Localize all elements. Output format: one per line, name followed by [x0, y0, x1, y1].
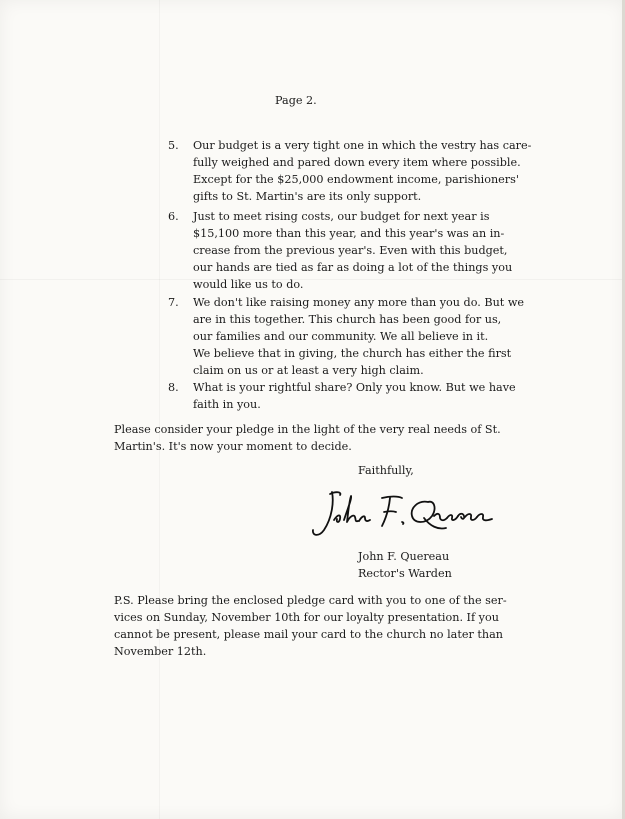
fold-crease-vertical: [159, 0, 160, 819]
item-line: claim on us or at least a very high claim.: [193, 364, 424, 377]
item-line: $15,100 more than this year, and this year's was an in-: [193, 227, 505, 240]
closing-paragraph: [114, 421, 501, 455]
item-number: 5.: [168, 139, 179, 152]
numbered-item: [193, 208, 512, 293]
item-line: Except for the $25,000 endowment income, parishioners': [193, 173, 519, 186]
postscript: [114, 592, 507, 660]
item-line: faith in you.: [193, 398, 261, 411]
closing-line: Martin's. It's now your moment to decide.: [114, 440, 352, 453]
item-line: would like us to do.: [193, 278, 304, 291]
item-line: Just to meet rising costs, our budget for next year is: [193, 210, 490, 223]
handwritten-signature: [310, 486, 510, 544]
postscript-line: vices on Sunday, November 10th for our loyalty presentation. If you: [114, 611, 499, 624]
postscript-line: P.S. Please bring the enclosed pledge card with you to one of the ser-: [114, 594, 507, 607]
item-number: 6.: [168, 210, 179, 223]
closing-line: Please consider your pledge in the light of the very real needs of St.: [114, 423, 501, 436]
postscript-line: cannot be present, please mail your card to the church no later than: [114, 628, 503, 641]
item-number: 8.: [168, 381, 179, 394]
item-line: fully weighed and pared down every item where possible.: [193, 156, 521, 169]
item-line: We don't like raising money any more than you do. But we: [193, 296, 525, 309]
postscript-line: November 12th.: [114, 645, 207, 658]
page-number: Page 2.: [275, 94, 317, 107]
item-line: are in this together. This church has been good for us,: [193, 313, 502, 326]
item-number: 7.: [168, 296, 179, 309]
item-line: crease from the previous year's. Even with this budget,: [193, 244, 508, 257]
valediction: Faithfully,: [358, 464, 414, 477]
item-line: our families and our community. We all believe in it.: [193, 330, 489, 343]
numbered-item: [193, 294, 524, 379]
item-line: We believe that in giving, the church has either the first: [193, 347, 512, 360]
item-line: gifts to St. Martin's are its only support.: [193, 190, 422, 203]
numbered-item: [193, 379, 516, 413]
signer-name: John F. Quereau: [358, 550, 450, 563]
item-line: What is your rightful share? Only you know. But we have: [193, 381, 516, 394]
signer-title: Rector's Warden: [358, 567, 452, 580]
numbered-item: [193, 137, 531, 205]
item-line: our hands are tied as far as doing a lot of the things you: [193, 261, 513, 274]
item-line: Our budget is a very tight one in which the vestry has care-: [193, 139, 532, 152]
